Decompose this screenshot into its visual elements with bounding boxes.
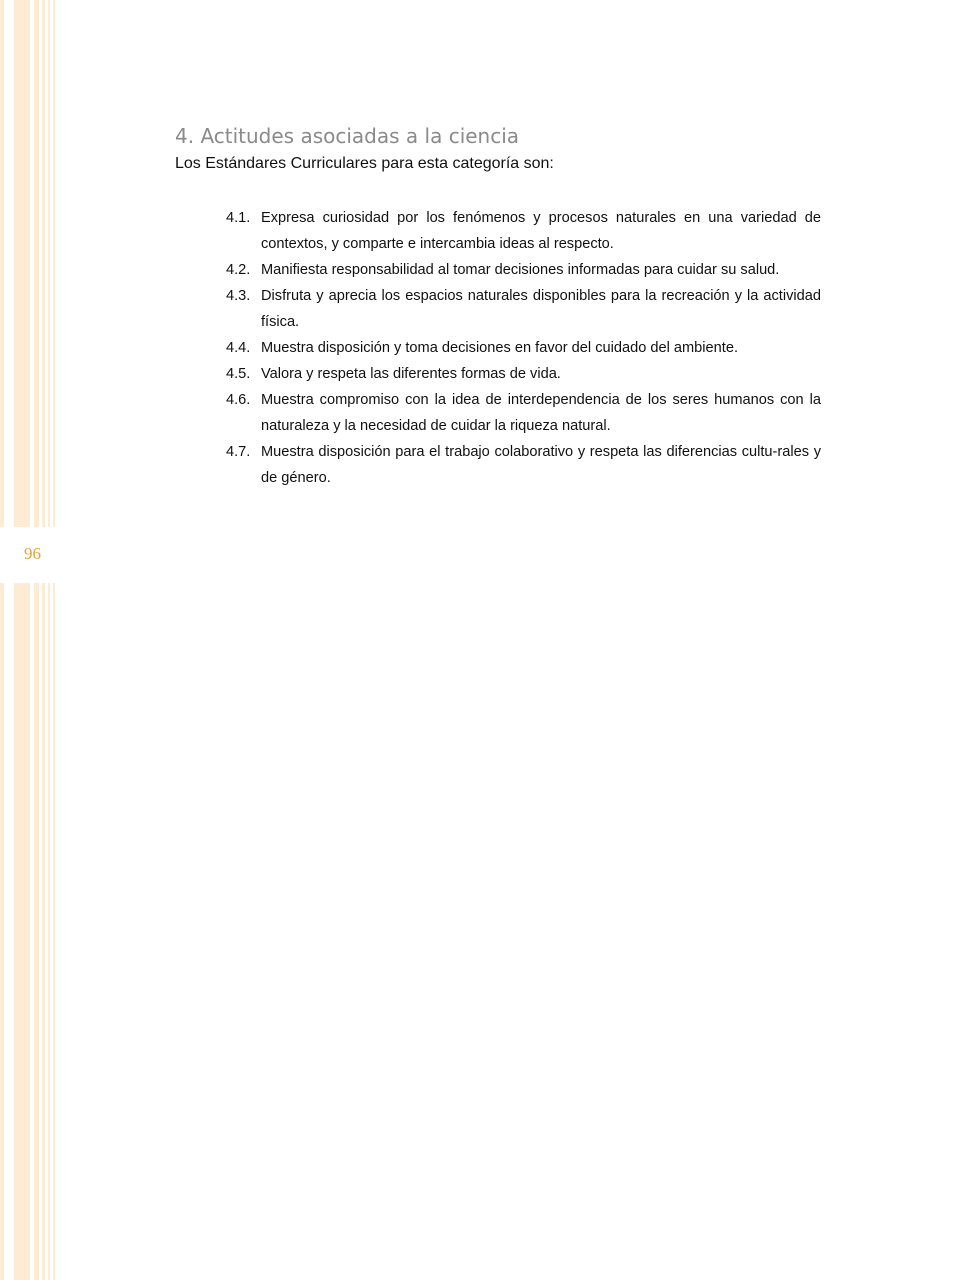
list-item — [226, 387, 821, 439]
item-text: Manifiesta responsabilidad al tomar decisiones informadas para cuidar su salud. — [261, 262, 780, 278]
standards-list — [175, 205, 821, 491]
margin-stripe — [53, 0, 55, 1280]
item-number: 4.5. — [226, 366, 251, 382]
section-intro: Los Estándares Curriculares para esta categoría son: — [175, 155, 554, 172]
list-item — [226, 283, 821, 335]
section-heading: 4. Actitudes asociadas a la ciencia — [175, 124, 520, 148]
page-number: 96 — [24, 544, 41, 563]
item-number: 4.6. — [226, 392, 251, 408]
item-number: 4.2. — [226, 262, 251, 278]
list-item — [226, 335, 821, 361]
item-text: Muestra disposición y toma decisiones en favor del cuidado del ambiente. — [261, 340, 738, 356]
margin-stripe — [42, 0, 45, 1280]
margin-stripe — [48, 0, 50, 1280]
item-text: Valora y respeta las diferentes formas de vida. — [261, 366, 561, 382]
margin-stripe — [0, 0, 4, 1280]
list-item — [226, 257, 821, 283]
list-item — [226, 361, 821, 387]
item-text: Muestra disposición para el trabajo colaborativo y respeta las diferencias cultu-rales y de género. — [261, 444, 821, 486]
item-text: Disfruta y aprecia los espacios naturales disponibles para la recreación y la actividad física. — [261, 288, 821, 330]
item-number: 4.7. — [226, 444, 251, 460]
margin-stripe — [34, 0, 39, 1280]
list-item — [226, 205, 821, 257]
margin-stripe — [14, 0, 30, 1280]
margin-decoration — [0, 0, 60, 1280]
item-text: Expresa curiosidad por los fenómenos y procesos naturales en una variedad de contextos, y comparte e intercambia ideas al respecto. — [261, 210, 821, 252]
list-item — [226, 439, 821, 491]
item-number: 4.1. — [226, 210, 251, 226]
item-number: 4.4. — [226, 340, 251, 356]
main-content — [175, 123, 821, 491]
item-number: 4.3. — [226, 288, 251, 304]
item-text: Muestra compromiso con la idea de interdependencia de los seres humanos con la naturaleza y la necesidad de cuidar la riqueza natural. — [261, 392, 821, 434]
